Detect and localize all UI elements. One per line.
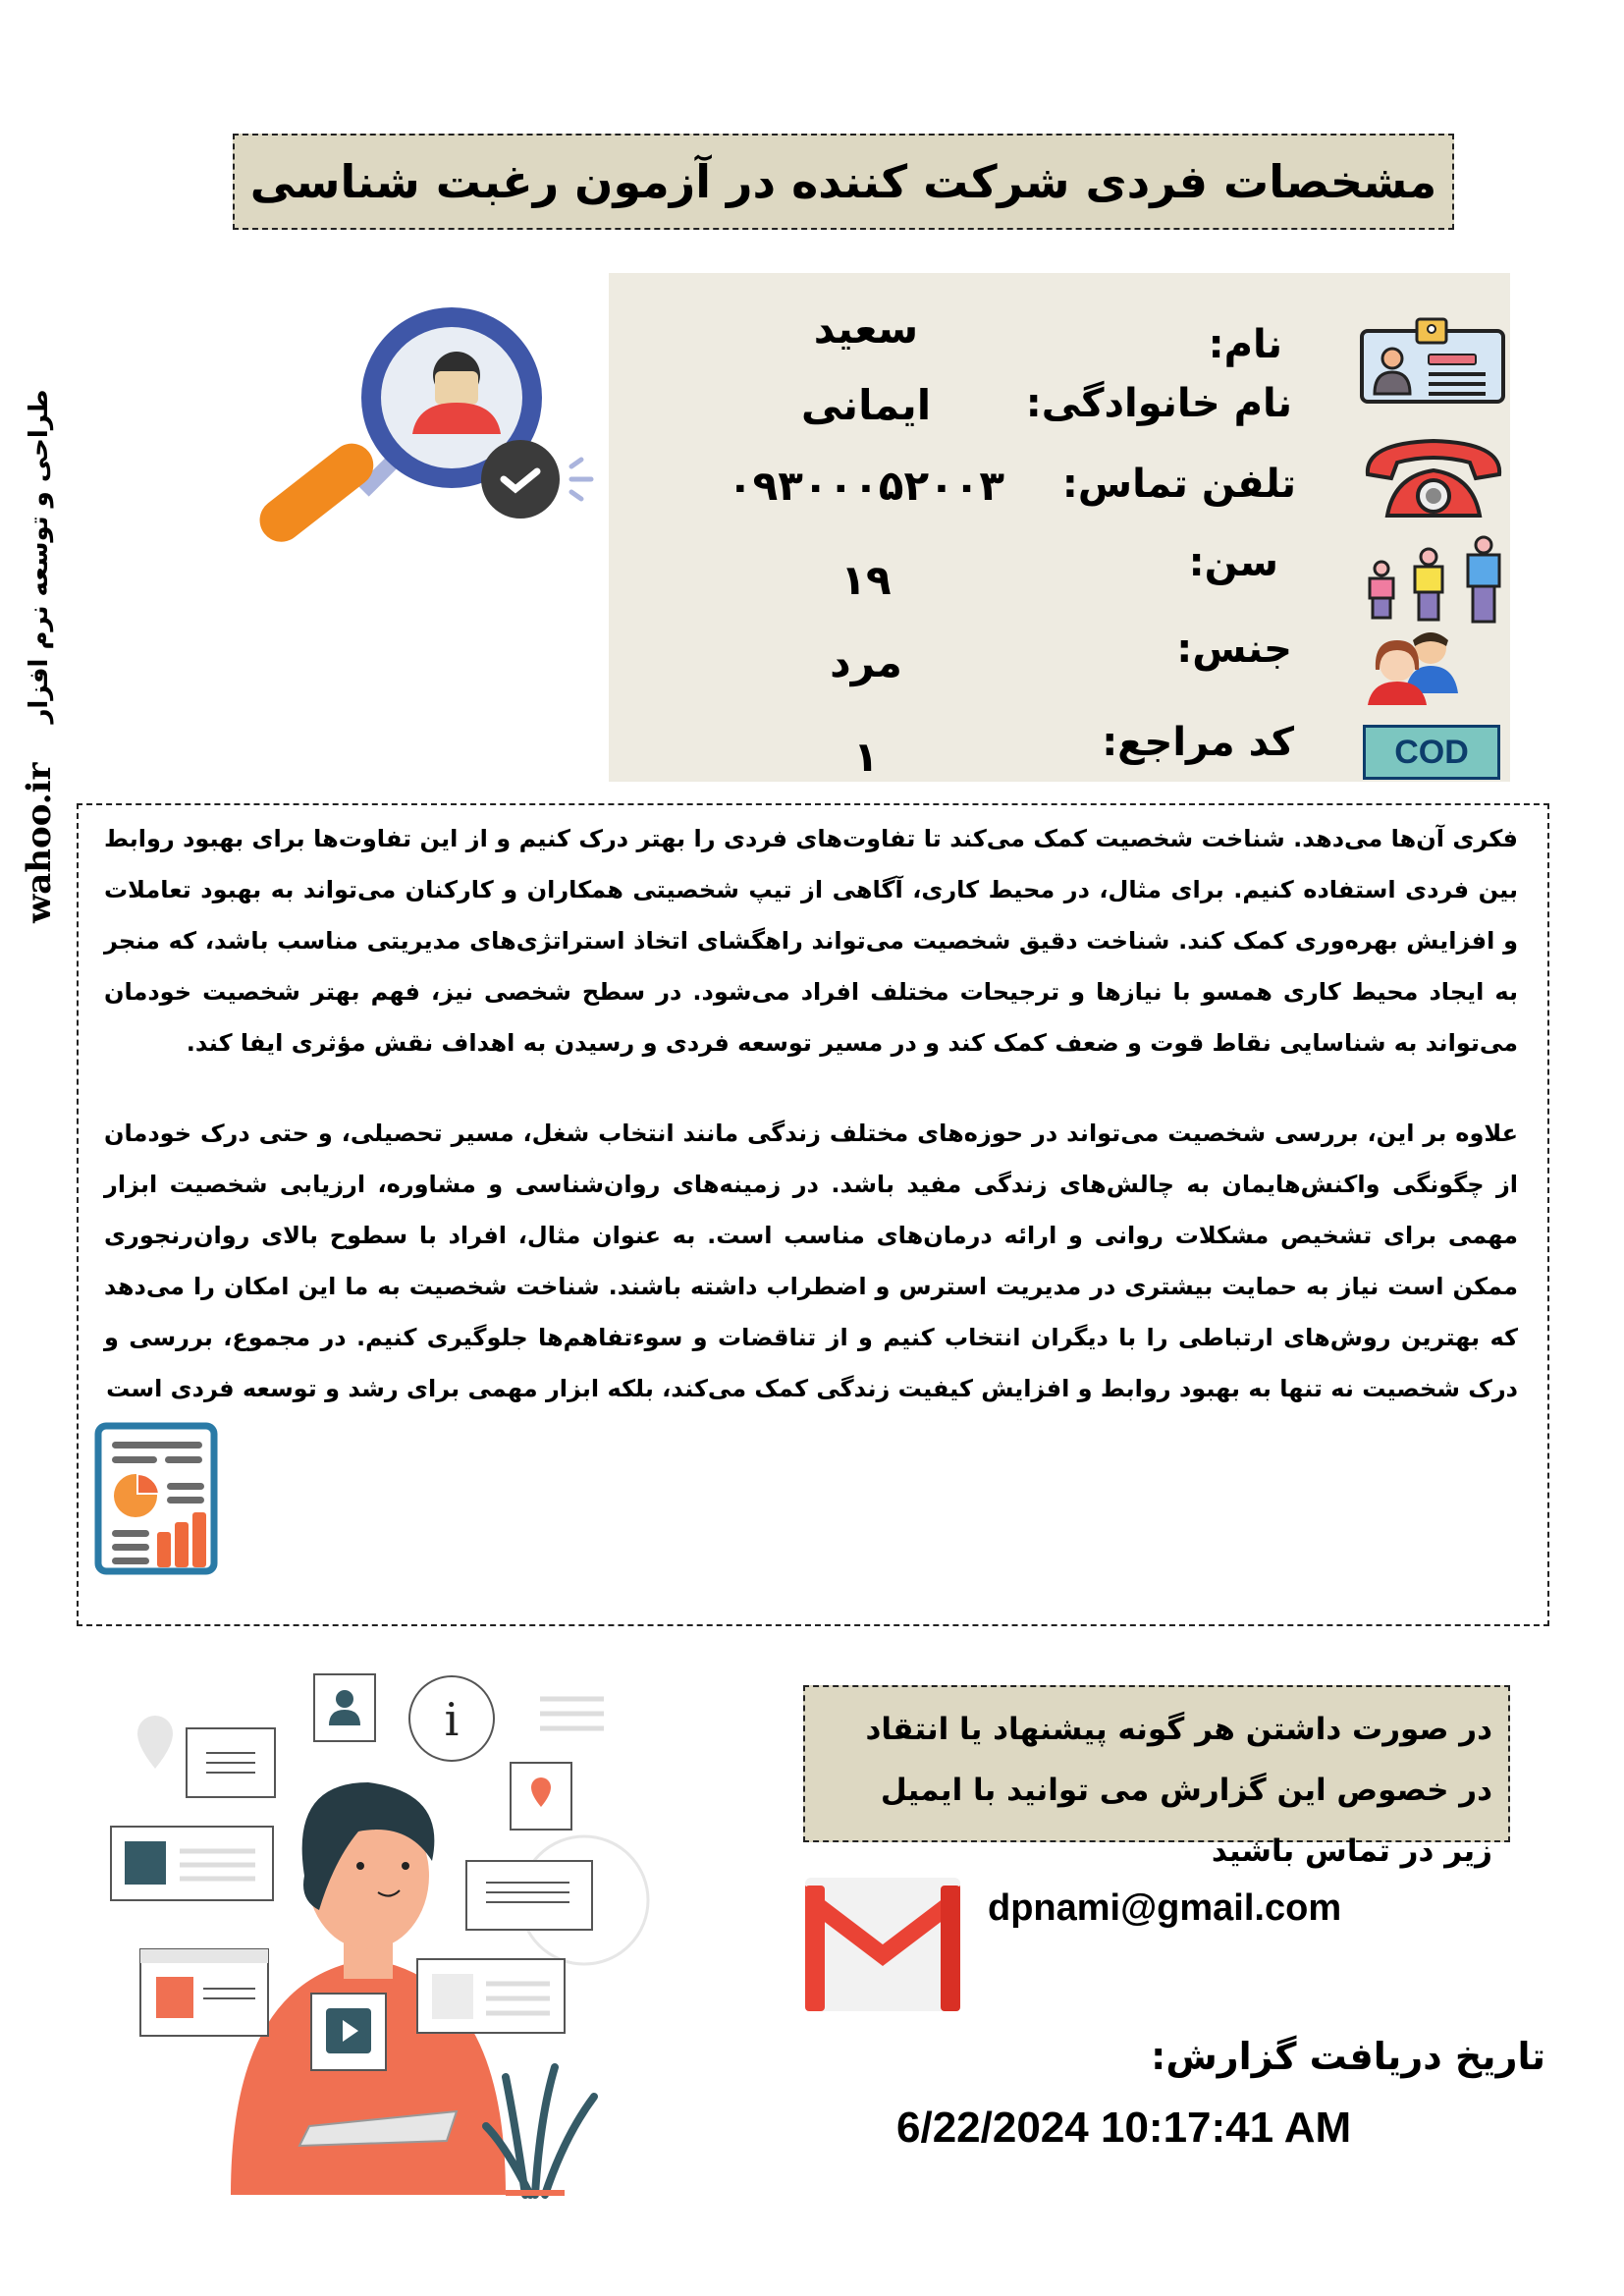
- contact-email-link[interactable]: dpnami@gmail.com: [988, 1887, 1342, 1929]
- age-label: سن:: [1188, 540, 1278, 585]
- site-name: wahoo.ir: [20, 762, 59, 923]
- phone-value: ۰۹۳۰۰۰۵۲۰۰۳: [728, 462, 1004, 510]
- last-name-value: ایمانی: [800, 381, 932, 429]
- description-text-box: [77, 803, 1549, 1626]
- client-code-icon: [1363, 725, 1500, 780]
- gmail-icon: [803, 1876, 962, 2013]
- client-code-label: کد مراجع:: [1102, 720, 1294, 765]
- feedback-text: در صورت داشتن هر گونه پیشنهاد یا انتقاد در خصوص این گزارش می توانید با ایمیل زیر در تماس باشید: [865, 1712, 1492, 1869]
- user-face: [435, 371, 478, 405]
- check-badge-icon: [481, 440, 560, 519]
- client-code-value: ۱: [853, 733, 879, 781]
- paragraph-2: علاوه بر این، بررسی شخصیت می‌تواند در حوزه‌های مختلف زندگی مانند انتخاب شغل، مسیر تحصیلی، و حتی درک خودمان از چگونگی واکنش‌هایمان به چالش‌های زندگی مفید باشد. در زمینه‌های روان‌شناسی و مشاوره، ارزیابی شخصیت ابزار مهمی برای تشخیص مشکلات روانی و ارائه درمان‌های مناسب است. به عنوان مثال، افراد با سطوح بالای روان‌رنجوری ممکن است نیاز به حمایت بیشتری در مدیریت استرس و اضطراب داشته باشند. شناخت شخصیت به ما این امکان را می‌دهد که بهترین روش‌های ارتباطی را با دیگران انتخاب کنیم و از تناقضات و سوءتفاهم‌ها جلوگیری کنیم. در مجموع، بررسی و درک شخصیت نه تنها به بهبود روابط و افزایش کیفیت زندگی کمک می‌کند، بلکه ابزار مهمی برای رشد و توسعه فردی است: [104, 1120, 1518, 1402]
- report-date-value: 6/22/2024 10:17:41 AM: [896, 2104, 1352, 2152]
- page-title-box: [233, 134, 1454, 230]
- telephone-icon: [1360, 435, 1507, 523]
- paragraph-1: فکری آن‌ها می‌دهد. شناخت شخصیت کمک می‌کند تا تفاوت‌های فردی را بهتر درک کنیم و از این تفاوت‌ها برای بهبود روابط بین فردی استفاده کنیم. برای مثال، در محیط کاری، آگاهی از تیپ شخصیتی همکاران و کارکنان می‌تواند به بهبود تعاملات و افزایش بهره‌وری کمک کند. شناخت دقیق شخصیت می‌تواند راهگشای اتخاذ استراتژی‌های مدیریتی مناسب باشد، که منجر به ایجاد محیط کاری همسو با نیازها و ترجیحات مختلف افراد می‌شود. در سطح شخصی نیز، فهم بهتر شخصیت خودمان می‌تواند به شناسایی نقاط قوت و ضعف کمک کند و در مسیر توسعه فردی و رسیدن به اهداف نقش مؤثری ایفا کند.: [104, 825, 1518, 1057]
- magnifier-user-illustration: [245, 304, 599, 560]
- magnifier-handle: [251, 435, 382, 551]
- first-name-value: سعید: [813, 304, 919, 353]
- report-document-icon: [94, 1422, 218, 1575]
- site-tagline: طراحی و توسعه نرم افزار: [25, 389, 54, 724]
- client-code-icon-text: COD: [1394, 733, 1469, 771]
- gender-value: مرد: [830, 638, 902, 686]
- svg-text:i: i: [444, 1693, 460, 1746]
- report-date-label: تاریخ دریافت گزارش:: [1151, 2035, 1545, 2078]
- age-value: ۱۹: [840, 556, 892, 604]
- phone-label: تلفن تماس:: [1061, 462, 1296, 507]
- gender-icon: [1360, 627, 1507, 705]
- page-title: مشخصات فردی شرکت کننده در آزمون رغبت شناسی: [249, 155, 1437, 208]
- first-name-label: نام:: [1208, 322, 1282, 367]
- feedback-note-box: [803, 1685, 1510, 1869]
- family-icon: [1360, 535, 1507, 624]
- id-card-icon: [1360, 317, 1507, 406]
- side-credit: [10, 373, 69, 923]
- participant-info-panel: [609, 273, 1510, 782]
- person-with-tablet-illustration: [93, 1665, 653, 2214]
- gender-label: جنس:: [1176, 627, 1292, 672]
- last-name-label: نام خانوادگی:: [1025, 381, 1292, 426]
